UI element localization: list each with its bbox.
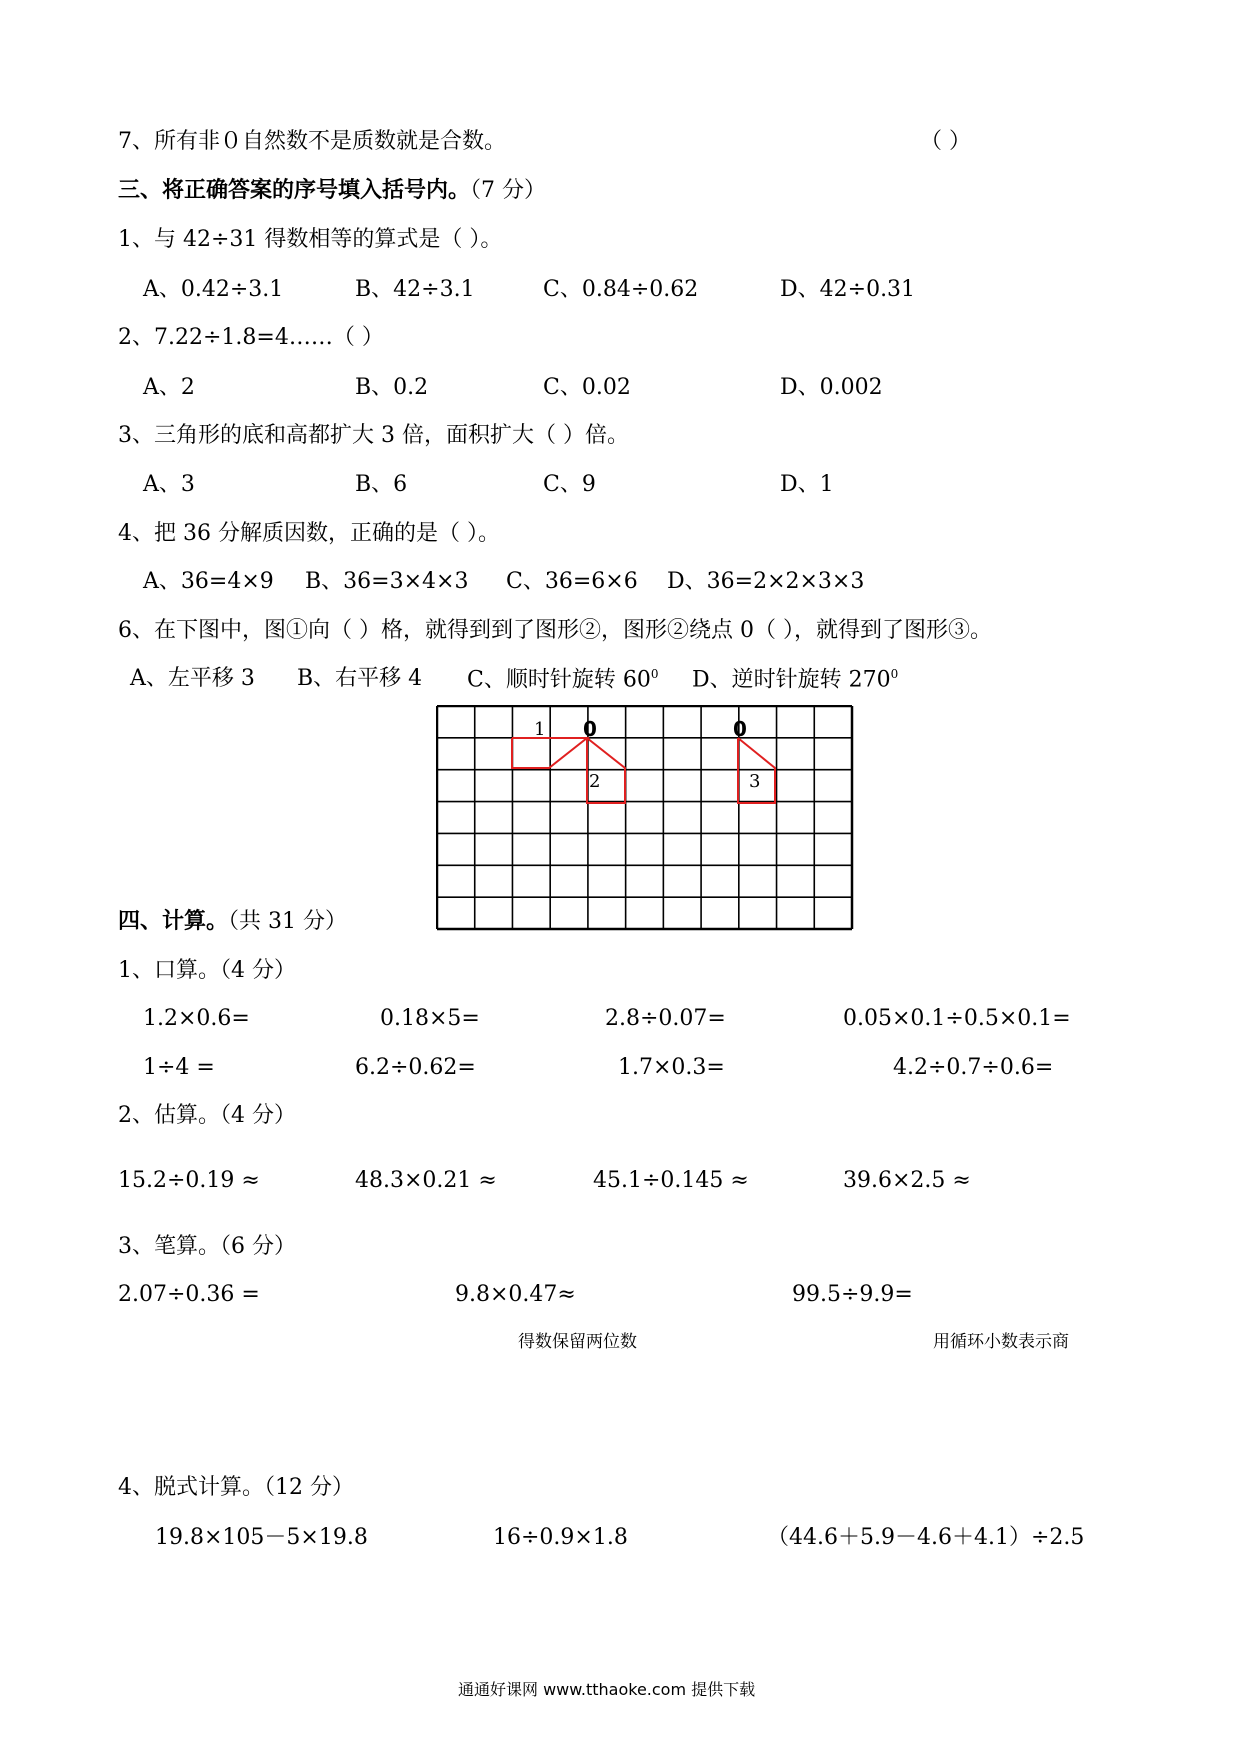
degree-mark: 0 bbox=[650, 667, 659, 681]
estimate-item: 48.3×0.21 ≈ bbox=[355, 1168, 497, 1193]
s3-q2-option-d: D、0.002 bbox=[780, 375, 883, 400]
s3-q3-option-c: C、9 bbox=[543, 472, 596, 497]
degree-mark: 0 bbox=[890, 667, 899, 681]
section3-title bbox=[118, 180, 546, 202]
stepwise-item: 19.8×105－5×19.8 bbox=[155, 1525, 368, 1550]
section4-score: （共 31 分） bbox=[228, 909, 347, 934]
oral-r2-item: 6.2÷0.62= bbox=[355, 1055, 476, 1080]
section3-heading: 三、将正确答案的序号填入括号内。 bbox=[118, 178, 471, 203]
estimate-item: 39.6×2.5 ≈ bbox=[843, 1168, 971, 1193]
shape-1-label: 1 bbox=[534, 719, 546, 740]
s3-q2-option-b: B、0.2 bbox=[355, 375, 429, 400]
s3-q4-option-d: D、36=2×2×3×3 bbox=[667, 569, 865, 594]
s3-q1-option-a: A、0.42÷3.1 bbox=[143, 277, 284, 302]
s3-q6-option-d-text: D、逆时针旋转 270 bbox=[692, 667, 891, 693]
written-item: 99.5÷9.9= bbox=[792, 1282, 913, 1307]
s3-q6-option-b: B、右平移 4 bbox=[297, 666, 423, 691]
s3-q6-option-a: A、左平移 3 bbox=[130, 666, 255, 691]
s3-q3-stem: 3、三角形的底和高都扩大 3 倍，面积扩大（ ）倍。 bbox=[118, 423, 629, 448]
q7-answer-blank: （ ） bbox=[920, 129, 971, 154]
written-title: 3、笔算。（6 分） bbox=[118, 1234, 296, 1259]
oral-r1-item: 0.05×0.1÷0.5×0.1= bbox=[843, 1006, 1071, 1031]
oral-r1-item: 1.2×0.6= bbox=[143, 1006, 250, 1031]
s3-q1-option-d: D、42÷0.31 bbox=[780, 277, 916, 302]
s3-q4-option-a: A、36=4×9 bbox=[143, 569, 274, 594]
s3-q2-stem: 2、7.22÷1.8=4……（ ） bbox=[118, 325, 384, 350]
written-item: 9.8×0.47≈ bbox=[455, 1282, 576, 1307]
stepwise-item: （44.6＋5.9－4.6＋4.1）÷2.5 bbox=[767, 1525, 1085, 1550]
s3-q3-option-a: A、3 bbox=[143, 472, 195, 497]
oral-r2-item: 1÷4 = bbox=[143, 1055, 215, 1080]
s3-q1-option-c: C、0.84÷0.62 bbox=[543, 277, 699, 302]
section4-heading: 四、计算。 bbox=[118, 909, 229, 934]
footer-text: 通通好课网 www.tthaoke.com 提供下载 bbox=[458, 1680, 756, 1699]
estimate-item: 15.2÷0.19 ≈ bbox=[118, 1168, 260, 1193]
transformation-grid-figure bbox=[436, 705, 854, 931]
estimate-title: 2、估算。（4 分） bbox=[118, 1103, 296, 1128]
s3-q4-stem: 4、把 36 分解质因数，正确的是（ ）。 bbox=[118, 521, 500, 546]
oral-r1-item: 0.18×5= bbox=[380, 1006, 480, 1031]
oral-r2-item: 1.7×0.3= bbox=[618, 1055, 725, 1080]
written-note: 用循环小数表示商 bbox=[933, 1332, 1069, 1352]
s3-q4-option-b: B、36=3×4×3 bbox=[305, 569, 469, 594]
s3-q4-option-c: C、36=6×6 bbox=[506, 569, 638, 594]
s3-q2-option-a: A、2 bbox=[143, 375, 195, 400]
grid-lines bbox=[437, 706, 852, 929]
point-0-label-2: 0 bbox=[733, 717, 747, 741]
section3-score: （7 分） bbox=[470, 178, 547, 203]
oral-r2-item: 4.2÷0.7÷0.6= bbox=[893, 1055, 1054, 1080]
shape-3-label: 3 bbox=[749, 771, 761, 792]
written-note: 得数保留两位数 bbox=[518, 1332, 637, 1352]
s3-q2-option-c: C、0.02 bbox=[543, 375, 631, 400]
point-0-label: 0 bbox=[583, 717, 597, 741]
section4-title bbox=[118, 911, 347, 933]
s3-q6-option-d bbox=[692, 668, 898, 691]
shape-2-label: 2 bbox=[589, 771, 601, 792]
s3-q6-option-c bbox=[467, 668, 658, 691]
s3-q1-option-b: B、42÷3.1 bbox=[355, 277, 475, 302]
oral-r1-item: 2.8÷0.07= bbox=[605, 1006, 726, 1031]
s3-q1-stem: 1、与 42÷31 得数相等的算式是（ ）。 bbox=[118, 227, 503, 252]
stepwise-item: 16÷0.9×1.8 bbox=[493, 1525, 628, 1550]
stepwise-title: 4、脱式计算。（12 分） bbox=[118, 1475, 354, 1500]
written-item: 2.07÷0.36 = bbox=[118, 1282, 260, 1307]
q7-text: 7、所有非０自然数不是质数就是合数。 bbox=[118, 129, 506, 154]
s3-q3-option-d: D、1 bbox=[780, 472, 834, 497]
estimate-item: 45.1÷0.145 ≈ bbox=[593, 1168, 749, 1193]
s3-q6-stem: 6、在下图中，图①向（ ）格，就得到到了图形②，图形②绕点 0（ ），就得到了图形③。 bbox=[118, 618, 992, 643]
s3-q6-option-c-text: C、顺时针旋转 60 bbox=[467, 667, 651, 693]
s3-q3-option-b: B、6 bbox=[355, 472, 408, 497]
oral-title: 1、口算。（4 分） bbox=[118, 958, 296, 983]
